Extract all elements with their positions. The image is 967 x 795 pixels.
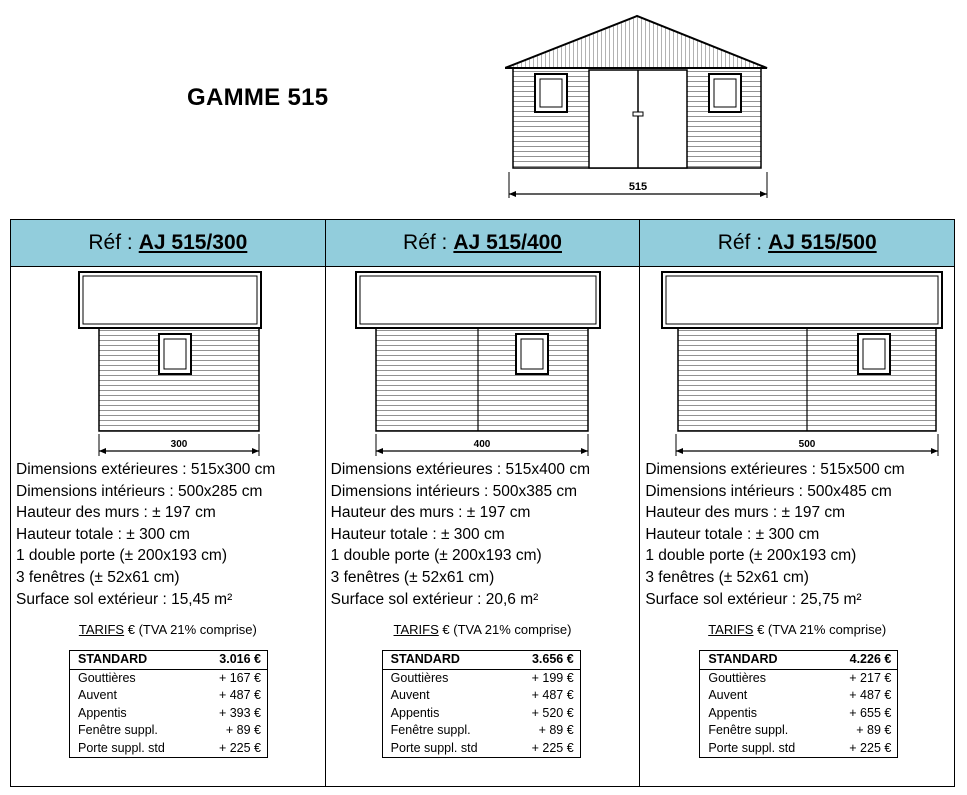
- price-value: + 167 €: [218, 670, 261, 685]
- price-value: 3.016 €: [197, 651, 268, 670]
- ref-code: AJ 515/400: [453, 231, 562, 254]
- table-row: [382, 669, 580, 687]
- price-value: + 487 €: [531, 688, 574, 703]
- price-label: Fenêtre suppl.: [708, 723, 789, 738]
- spec-line: Surface sol extérieur : 20,6 m²: [330, 590, 539, 608]
- price-table: [699, 650, 898, 758]
- spec-line: Dimensions intérieurs : 500x485 cm: [645, 482, 892, 500]
- spec-line: Dimensions extérieures : 515x300 cm: [16, 461, 276, 478]
- price-table: [382, 650, 581, 758]
- price-label: STANDARD: [700, 651, 828, 670]
- price-value: + 89 €: [225, 723, 261, 738]
- page-title: GAMME 515: [187, 84, 329, 111]
- price-value: 3.656 €: [510, 651, 581, 670]
- tarifs-label: TARIFS: [78, 622, 125, 637]
- price-value: + 655 €: [849, 705, 892, 720]
- price-value: 4.226 €: [827, 651, 898, 670]
- spec-line: Hauteur des murs : ± 197 cm: [330, 504, 531, 522]
- model-column-300: [11, 220, 326, 786]
- table-row: [700, 651, 898, 670]
- table-row: [382, 740, 580, 758]
- ref-prefix: Réf :: [717, 231, 763, 254]
- table-row: [70, 651, 268, 670]
- price-label: Gouttières: [78, 670, 136, 685]
- spec-line: Surface sol extérieur : 15,45 m²: [16, 590, 233, 608]
- model-header: [11, 220, 325, 267]
- table-row: [70, 740, 268, 758]
- side-elevation-drawing: [640, 266, 954, 461]
- ref-code: AJ 515/300: [138, 231, 248, 254]
- tarifs-title: [11, 622, 325, 637]
- tarifs-label: TARIFS: [393, 622, 439, 637]
- spec-line: Hauteur des murs : ± 197 cm: [645, 504, 846, 522]
- tarifs-suffix: € (TVA 21% comprise): [124, 622, 257, 637]
- spec-line: Hauteur totale : ± 300 cm: [645, 525, 820, 543]
- price-value: + 225 €: [849, 740, 892, 755]
- front-elevation-drawing: [505, 12, 770, 202]
- price-label: Porte suppl. std: [708, 740, 796, 755]
- spec-line: 3 fenêtres (± 52x61 cm): [330, 568, 495, 586]
- price-value: + 199 €: [531, 670, 574, 685]
- side-elevation-drawing: [326, 266, 640, 461]
- price-value: + 520 €: [531, 705, 574, 720]
- price-label: Auvent: [390, 688, 430, 703]
- plan-width-label: 400: [473, 439, 491, 450]
- front-width-label: 515: [628, 181, 648, 193]
- price-label: Porte suppl. std: [78, 740, 165, 755]
- table-row: [700, 669, 898, 687]
- plan-width-label: 300: [170, 439, 188, 450]
- spec-line: Dimensions intérieurs : 500x385 cm: [330, 482, 578, 500]
- table-row: [70, 722, 268, 740]
- table-row: [382, 687, 580, 705]
- spec-line: 1 double porte (± 200x193 cm): [16, 547, 227, 565]
- specs-list: [16, 459, 275, 610]
- spec-line: Dimensions intérieurs : 500x285 cm: [16, 482, 263, 500]
- price-value: + 89 €: [538, 723, 574, 738]
- table-row: [700, 687, 898, 705]
- spec-line: Dimensions extérieures : 515x500 cm: [645, 461, 905, 478]
- tarifs-label: TARIFS: [708, 622, 754, 637]
- table-row: [700, 740, 898, 758]
- spec-line: Surface sol extérieur : 25,75 m²: [645, 590, 862, 608]
- table-row: [382, 705, 580, 723]
- price-label: Fenêtre suppl.: [390, 723, 471, 738]
- table-row: [382, 722, 580, 740]
- price-label: Auvent: [78, 688, 117, 703]
- table-row: [700, 705, 898, 723]
- spec-line: 3 fenêtres (± 52x61 cm): [16, 568, 180, 586]
- table-row: [70, 705, 268, 723]
- side-elevation-drawing: [11, 266, 325, 461]
- price-label: Appentis: [708, 705, 757, 720]
- price-label: Appentis: [390, 705, 440, 720]
- models-grid: [10, 219, 955, 787]
- price-label: STANDARD: [70, 651, 198, 670]
- price-value: + 393 €: [218, 705, 261, 720]
- ref-code: AJ 515/500: [768, 231, 877, 254]
- price-label: Gouttières: [390, 670, 449, 685]
- tarifs-suffix: € (TVA 21% comprise): [438, 622, 572, 637]
- table-row: [70, 687, 268, 705]
- spec-line: Hauteur totale : ± 300 cm: [16, 525, 190, 543]
- ref-prefix: Réf :: [403, 231, 448, 254]
- price-value: + 487 €: [849, 688, 892, 703]
- plan-width-label: 500: [799, 439, 816, 450]
- specs-list: [331, 459, 590, 610]
- spec-line: 1 double porte (± 200x193 cm): [645, 547, 857, 565]
- model-header: [326, 220, 640, 267]
- price-label: STANDARD: [382, 651, 510, 670]
- table-row: [382, 651, 580, 670]
- price-value: + 89 €: [856, 723, 892, 738]
- ref-prefix: Réf :: [88, 231, 133, 254]
- price-label: Porte suppl. std: [390, 740, 478, 755]
- table-row: [70, 669, 268, 687]
- table-row: [700, 722, 898, 740]
- spec-line: Hauteur des murs : ± 197 cm: [16, 504, 216, 522]
- price-label: Fenêtre suppl.: [78, 723, 158, 738]
- price-label: Auvent: [708, 688, 748, 703]
- price-value: + 487 €: [218, 688, 261, 703]
- model-column-500: [640, 220, 954, 786]
- spec-line: 1 double porte (± 200x193 cm): [330, 547, 542, 565]
- model-column-400: [326, 220, 641, 786]
- spec-line: Hauteur totale : ± 300 cm: [330, 525, 505, 543]
- price-value: + 225 €: [218, 740, 261, 755]
- specs-list: [645, 459, 904, 610]
- spec-line: Dimensions extérieures : 515x400 cm: [330, 461, 590, 478]
- price-label: Appentis: [78, 705, 127, 720]
- price-value: + 225 €: [531, 740, 574, 755]
- price-label: Gouttières: [708, 670, 767, 685]
- spec-line: 3 fenêtres (± 52x61 cm): [645, 568, 809, 586]
- tarifs-title: [640, 622, 954, 637]
- tarifs-title: [326, 622, 640, 637]
- price-value: + 217 €: [849, 670, 892, 685]
- price-table: [69, 650, 268, 758]
- model-header: [640, 220, 954, 267]
- tarifs-suffix: € (TVA 21% comprise): [753, 622, 887, 637]
